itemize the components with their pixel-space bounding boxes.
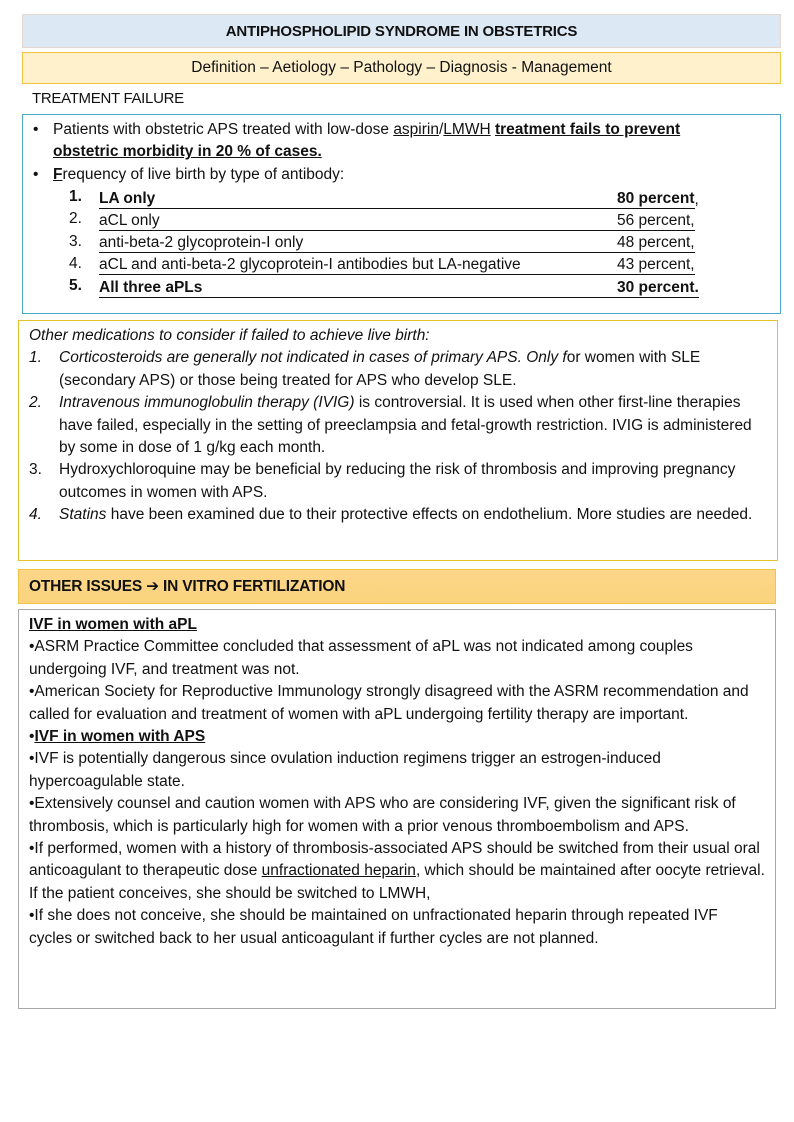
antibody-value: 48 percent, bbox=[617, 234, 695, 252]
text: Hydroxychloroquine may be beneficial by reducing the risk of thrombosis and improving pregnancy outcomes in women with APS. bbox=[59, 461, 736, 501]
heparin-term: unfractionated heparin bbox=[261, 862, 416, 880]
text: / bbox=[438, 121, 444, 138]
other-medications-box bbox=[18, 320, 778, 561]
antibody-row bbox=[33, 231, 770, 253]
heading-text: IN VITRO FERTILIZATION bbox=[163, 577, 346, 595]
other-issues-heading bbox=[18, 569, 776, 604]
ivf-point: •Extensively counsel and caution women with APS who are considering IVF, given the significant risk of thrombosis, which is particularly high for women with a prior venous thromboembolism and APS. bbox=[29, 795, 736, 835]
bullet-icon: • bbox=[29, 728, 35, 746]
medication-text bbox=[59, 392, 767, 459]
antibody-value: 43 percent, bbox=[617, 256, 695, 274]
page-title: ANTIPHOSPHOLIPID SYNDROME IN OBSTETRICS bbox=[22, 14, 781, 48]
antibody-suffix: , bbox=[694, 190, 699, 208]
heading-text: OTHER ISSUES bbox=[29, 577, 143, 595]
lmwh-term: LMWH bbox=[443, 121, 491, 138]
antibody-num: 2. bbox=[69, 210, 82, 228]
text: or women with SLE (secondary APS) or those being treated for APS who develop SLE. bbox=[59, 349, 701, 389]
medication-item bbox=[29, 392, 767, 459]
emphasis-text: treatment fails to prevent bbox=[494, 121, 681, 138]
medication-item bbox=[29, 459, 767, 504]
bullet-item bbox=[33, 119, 770, 164]
antibody-label: LA only bbox=[99, 189, 617, 209]
text: Corticosteroids are generally not indicated in cases of primary APS. Only f bbox=[59, 349, 567, 367]
antibody-num: 1. bbox=[69, 188, 82, 206]
antibody-value: 56 percent, bbox=[617, 211, 695, 229]
antibody-num: 3. bbox=[69, 232, 82, 250]
bullet-icon: • bbox=[33, 121, 39, 138]
bullet-text bbox=[53, 164, 344, 186]
antibody-label: All three aPLs bbox=[99, 278, 617, 298]
medication-item bbox=[29, 504, 767, 526]
medication-text bbox=[59, 347, 767, 392]
arrow-right-icon: ➔ bbox=[146, 578, 159, 595]
medication-item bbox=[29, 347, 767, 392]
antibody-row bbox=[33, 275, 770, 297]
heading-text: IVF in women with APS bbox=[34, 728, 206, 746]
emphasis-text: obstetric morbidity in 20 % of cases. bbox=[53, 143, 322, 161]
page-subtitle: Definition – Aetiology – Pathology – Diagnosis - Management bbox=[22, 52, 781, 84]
antibody-row bbox=[33, 186, 770, 208]
text: , which should be maintained after oocyte retrieval. If the patient conceives, she should be switched to LMWH, bbox=[29, 862, 765, 902]
aspirin-term: aspirin bbox=[393, 121, 439, 138]
medications-intro: Other medications to consider if failed to achieve live birth: bbox=[29, 327, 430, 344]
text: have been examined due to their protective effects on endothelium. More studies are needed. bbox=[106, 506, 753, 524]
text: Patients with obstetric APS treated with low-dose bbox=[53, 121, 394, 138]
section-heading-treatment-failure: TREATMENT FAILURE bbox=[32, 90, 184, 107]
antibody-value: 80 percent bbox=[617, 189, 695, 207]
treatment-failure-box bbox=[22, 114, 781, 314]
text: requency of live birth by type of antibody: bbox=[62, 165, 345, 183]
antibody-label: anti-beta-2 glycoprotein-I only bbox=[99, 233, 617, 253]
medication-num: 1. bbox=[29, 349, 42, 367]
medication-num: 3. bbox=[29, 461, 42, 479]
text: •If performed, women with a history of thrombosis-associated APS should be switched from their usual oral anticoagulant to therapeutic dose bbox=[29, 840, 760, 880]
text: is controversial. It is used when other first-line therapies have failed, especially in the setting of preeclampsia and fetal-growth restriction. IVIG is administered by some in dose of 1 g/kg each month. bbox=[59, 394, 752, 457]
text: Intravenous immunoglobulin therapy (IVIG) bbox=[59, 394, 355, 412]
antibody-num: 4. bbox=[69, 255, 82, 272]
text: Statins bbox=[59, 506, 107, 524]
medication-text bbox=[59, 459, 767, 504]
bullet-item bbox=[33, 164, 770, 186]
antibody-value: 30 percent. bbox=[617, 278, 699, 296]
ivf-point: •If she does not conceive, she should be maintained on unfractionated heparin through repeated IVF cycles or switched back to her usual anticoagulant if further cycles are not planned. bbox=[29, 907, 718, 947]
ivf-point bbox=[29, 838, 765, 905]
antibody-label: aCL only bbox=[99, 211, 617, 231]
subheading-ivf-apl: IVF in women with aPL bbox=[29, 616, 197, 633]
antibody-row bbox=[33, 209, 770, 231]
antibody-label: aCL and anti-beta-2 glycoprotein-I antibodies but LA-negative bbox=[99, 255, 617, 275]
bullet-icon: • bbox=[33, 165, 39, 183]
ivf-point: •ASRM Practice Committee concluded that assessment of aPL was not indicated among couples undergoing IVF, and treatment was not. bbox=[29, 638, 693, 678]
medication-num: 4. bbox=[29, 506, 42, 524]
antibody-list bbox=[33, 186, 770, 297]
medication-num: 2. bbox=[29, 394, 42, 412]
ivf-point: •American Society for Reproductive Immunology strongly disagreed with the ASRM recommendation and called for evaluation and treatment of women with aPL undergoing fertility therapy are important. bbox=[29, 683, 749, 723]
medication-text bbox=[59, 504, 767, 526]
bullet-text bbox=[53, 119, 680, 164]
first-letter: F bbox=[53, 165, 63, 183]
ivf-point: •IVF is potentially dangerous since ovulation induction regimens trigger an estrogen-induced hypercoagulable state. bbox=[29, 750, 661, 790]
antibody-row bbox=[33, 253, 770, 275]
antibody-num: 5. bbox=[69, 277, 82, 295]
ivf-box bbox=[18, 609, 776, 1009]
subheading-ivf-aps bbox=[29, 726, 765, 748]
